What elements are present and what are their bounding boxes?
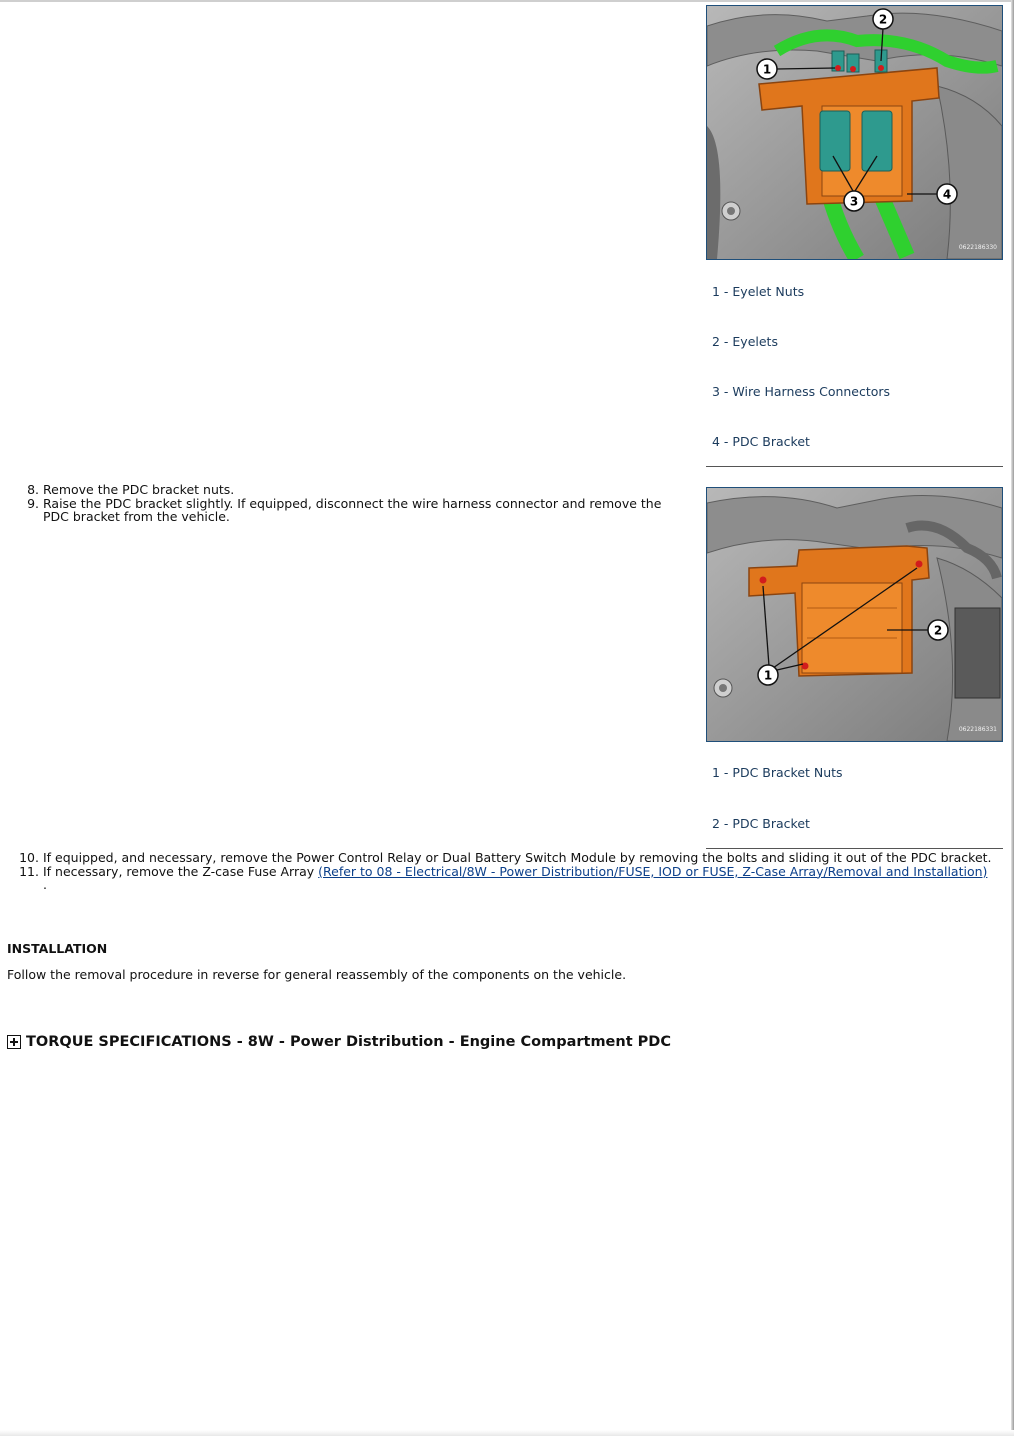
figure-2-code: 0622186331 [958,726,997,733]
step-text: If equipped, and necessary, remove the Power Control Relay or Dual Battery Switch Module by removing the bolts and sliding it out of the PDC bracket. [43,850,992,865]
step-text: Raise the PDC bracket slightly. If equipped, disconnect the wire harness connector and remove the PDC bracket from the vehicle. [43,495,662,525]
torque-specifications-toggle[interactable] [7,1034,671,1050]
step-10 [19,850,993,865]
callout-3: 3 [849,194,859,209]
installation-heading: INSTALLATION [7,941,108,956]
legend-item-pdc-bracket: 2 - PDC Bracket [712,816,810,831]
page-bottom-border [0,1430,1014,1436]
figure-eyelet-nuts [706,5,1003,260]
step-8 [27,482,683,497]
figure-1-code: 0622186330 [958,244,997,251]
legend-item-eyelets: 2 - Eyelets [712,334,778,349]
legend-item-wire-harness-connectors: 3 - Wire Harness Connectors [712,384,891,399]
callout-4: 4 [942,187,952,202]
step-text-end: . [43,877,47,893]
figure-pdc-bracket-nuts [706,487,1003,742]
expand-plus-icon[interactable] [7,1035,21,1049]
callout-1: 1 [762,62,772,77]
step-number: 10. [19,850,39,865]
installation-text: Follow the removal procedure in reverse for general reassembly of the components on the vehicle. [7,967,627,982]
legend-item-pdc-bracket: 4 - PDC Bracket [712,434,810,449]
step-9 [27,495,683,525]
figure-1-illustration [707,6,1002,259]
step-text: Remove the PDC bracket nuts. [43,482,235,497]
callout-2: 2 [933,623,943,638]
removal-steps-10-11 [19,850,993,893]
figure-2-illustration [707,488,1002,741]
step-11 [19,863,993,893]
legend-item-eyelet-nuts: 1 - Eyelet Nuts [712,284,805,299]
step-number: 9. [27,495,39,511]
step-number: 8. [27,482,39,497]
figure-1-divider [706,466,1003,467]
z-case-fuse-array-reference-link[interactable]: (Refer to 08 - Electrical/8W - Power Distribution/FUSE, IOD or FUSE, Z-Case Array/Removal and Installation) [318,863,988,879]
torque-specifications-label: TORQUE SPECIFICATIONS - 8W - Power Distribution - Engine Compartment PDC [26,1034,671,1050]
callout-1: 1 [763,668,773,683]
legend-item-pdc-bracket-nuts: 1 - PDC Bracket Nuts [712,765,843,780]
page-top-border [0,0,1014,2]
figure-2-divider [706,848,1003,849]
step-text: If necessary, remove the Z-case Fuse Array [43,863,319,879]
step-number: 11. [19,863,39,879]
callout-2: 2 [878,12,888,27]
removal-steps-8-9 [27,482,683,525]
